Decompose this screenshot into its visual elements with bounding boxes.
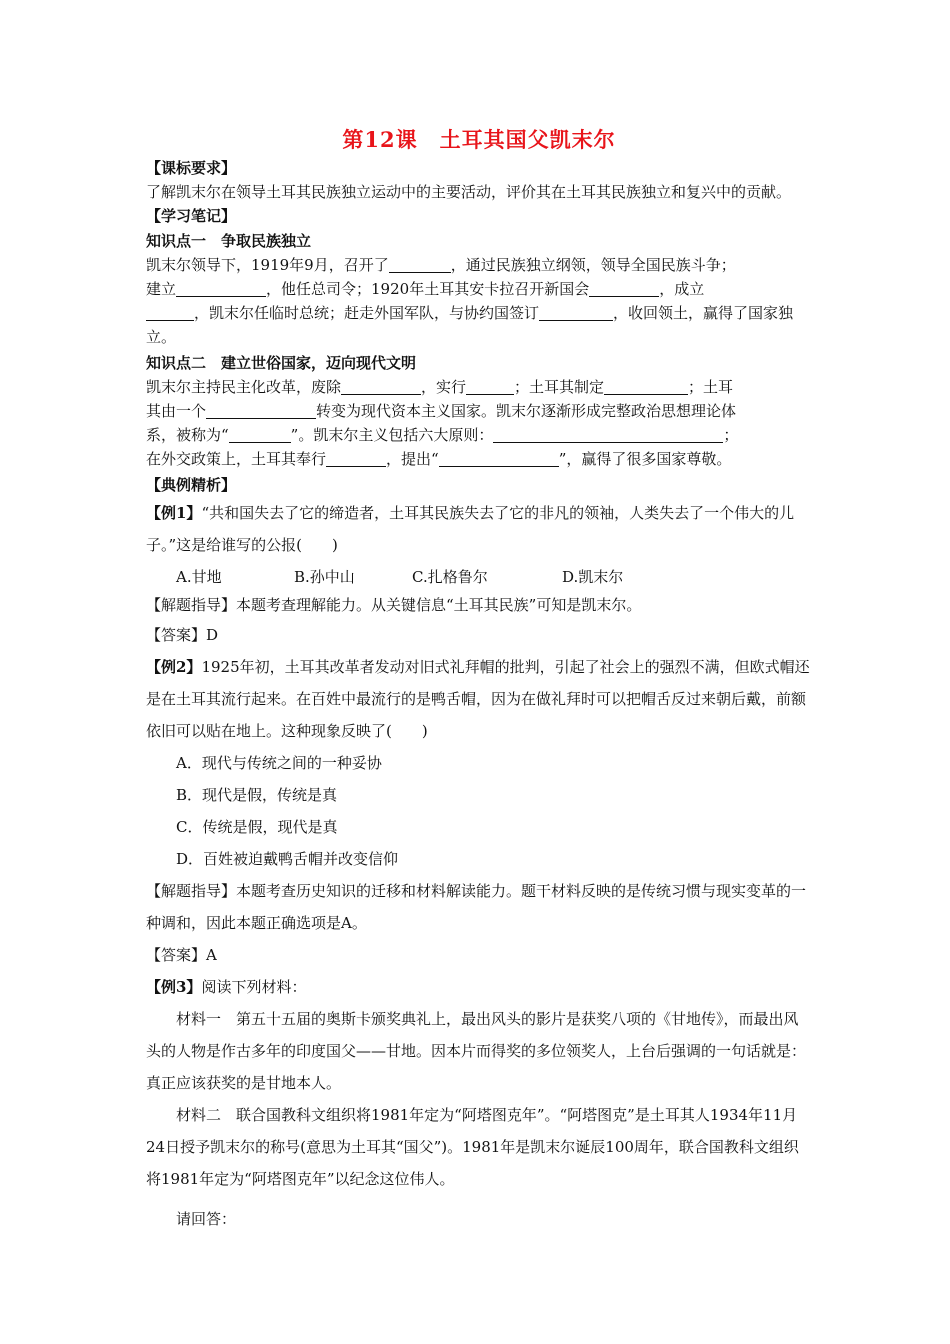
- example1: [146, 497, 812, 593]
- option-d: D.凯末尔: [562, 568, 624, 586]
- example3-prompt: 请回答：: [176, 1210, 237, 1228]
- example2-question: 【例2】1925年初，土耳其改革者发动对旧式礼拜帽的批判，引起了社会上的强烈不满，但欧式帽还是在土耳其流行起来。在百姓中最流行的是鸭舌帽，因为在做礼拜时可以把帽舌反过来朝后戴，前额依旧可以贴在地上。这种现象反映了( ): [146, 658, 810, 740]
- point2-line4: 在外交政策上，土耳其奉行 ，提出“ ”，赢得了很多国家尊敬。: [146, 450, 732, 468]
- option-b: B．现代是假，传统是真: [176, 786, 338, 804]
- example2-answer: 【答案】A: [146, 946, 217, 964]
- example1-options: [146, 561, 812, 593]
- blank-field: [341, 378, 421, 395]
- blank-field: [604, 378, 688, 395]
- point2-line1: 凯末尔主持民主化改革，废除 ，实行 ；土耳其制定 ；土耳: [146, 378, 734, 396]
- point1-line4: 立。: [146, 328, 177, 346]
- blank-field: [466, 378, 514, 395]
- point2-line3: 系，被称为“ ”。凯末尔主义包括六大原则： ；: [146, 426, 739, 444]
- example3-material2: 材料二 联合国教科文组织将1981年定为“阿塔图克年”。“阿塔图克”是土耳其人1934年11月24日授予凯末尔的称号(意思为土耳其“国父”)。1981年是凯末尔诞辰100周年，联合国教科文组织将1981年定为“阿塔图克年”以纪念这位伟人。: [146, 1106, 799, 1188]
- example3-material1: 材料一 第五十五届的奥斯卡颁奖典礼上，最出风头的影片是获奖八项的《甘地传》，而最出风头的人物是作古多年的印度国父——甘地。因本片而得奖的多位领奖人，上台后强调的一句话就是：真正应该获奖的是甘地本人。: [146, 1010, 807, 1092]
- blank-field: [176, 280, 266, 297]
- option-c: C．传统是假，现代是真: [176, 818, 338, 836]
- section-header-xuexi: 【学习笔记】: [146, 207, 237, 225]
- example3-intro: 【例3】阅读下列材料：: [146, 978, 307, 996]
- example3: [146, 971, 812, 1235]
- document-content: [146, 124, 812, 1235]
- blank-field: [229, 426, 291, 443]
- blank-field: [589, 280, 659, 297]
- option-a: A.甘地: [176, 568, 222, 586]
- blank-field: [493, 426, 723, 443]
- point2-line2: 其由一个 转变为现代资本主义国家。凯末尔逐渐形成完整政治思想理论体: [146, 402, 737, 420]
- example1-guide: 【解题指导】本题考查理解能力。从关键信息“土耳其民族”可知是凯末尔。: [146, 596, 642, 614]
- option-b: B.孙中山: [294, 568, 355, 586]
- option-d: D．百姓被迫戴鸭舌帽并改变信仰: [176, 850, 399, 868]
- example1-answer: 【答案】D: [146, 626, 219, 644]
- blank-field: [206, 402, 316, 419]
- example1-question: 【例1】“共和国失去了它的缔造者，土耳其民族失去了它的非凡的领袖，人类失去了一个伟大的儿子。”这是给谁写的公报( ): [146, 504, 795, 554]
- point1-line2: 建立 ，他任总司令；1920年土耳其安卡拉召开新国会 ，成立: [146, 280, 705, 298]
- example1-solution: [146, 593, 812, 647]
- section-header-kebiao: 【课标要求】: [146, 159, 237, 177]
- blank-field: [439, 450, 559, 467]
- point1-line1: 凯末尔领导下，1919年9月，召开了 ，通过民族独立纲领，领导全国民族斗争；: [146, 256, 736, 274]
- blank-field: [326, 450, 386, 467]
- kebiao-text: 了解凯末尔在领导土耳其民族独立运动中的主要活动，评价其在土耳其民族独立和复兴中的贡献。【学习笔记】: [146, 183, 792, 225]
- option-a: A．现代与传统之间的一种妥协: [176, 754, 382, 772]
- option-c: C.扎格鲁尔: [412, 568, 488, 586]
- blank-field: [146, 304, 194, 321]
- point2-title: 知识点二 建立世俗国家，迈向现代文明: [146, 354, 417, 372]
- blank-field: [539, 304, 613, 321]
- notes-section: [146, 156, 812, 497]
- point1-title: 知识点一 争取民族独立: [146, 232, 312, 250]
- page-title: 第12课 土耳其国父凯末尔: [342, 127, 616, 152]
- point1-line3: ，凯末尔任临时总统；赶走外国军队，与协约国签订 ，收回领土，赢得了国家独: [146, 301, 812, 325]
- example2-guide: 【解题指导】本题考查历史知识的迁移和材料解读能力。题干材料反映的是传统习惯与现实变革的一种调和，因此本题正确选项是A。: [146, 882, 807, 932]
- section-header-dianli: 【典例精析】: [146, 476, 237, 494]
- blank-field: [389, 256, 451, 273]
- example2: [146, 651, 812, 971]
